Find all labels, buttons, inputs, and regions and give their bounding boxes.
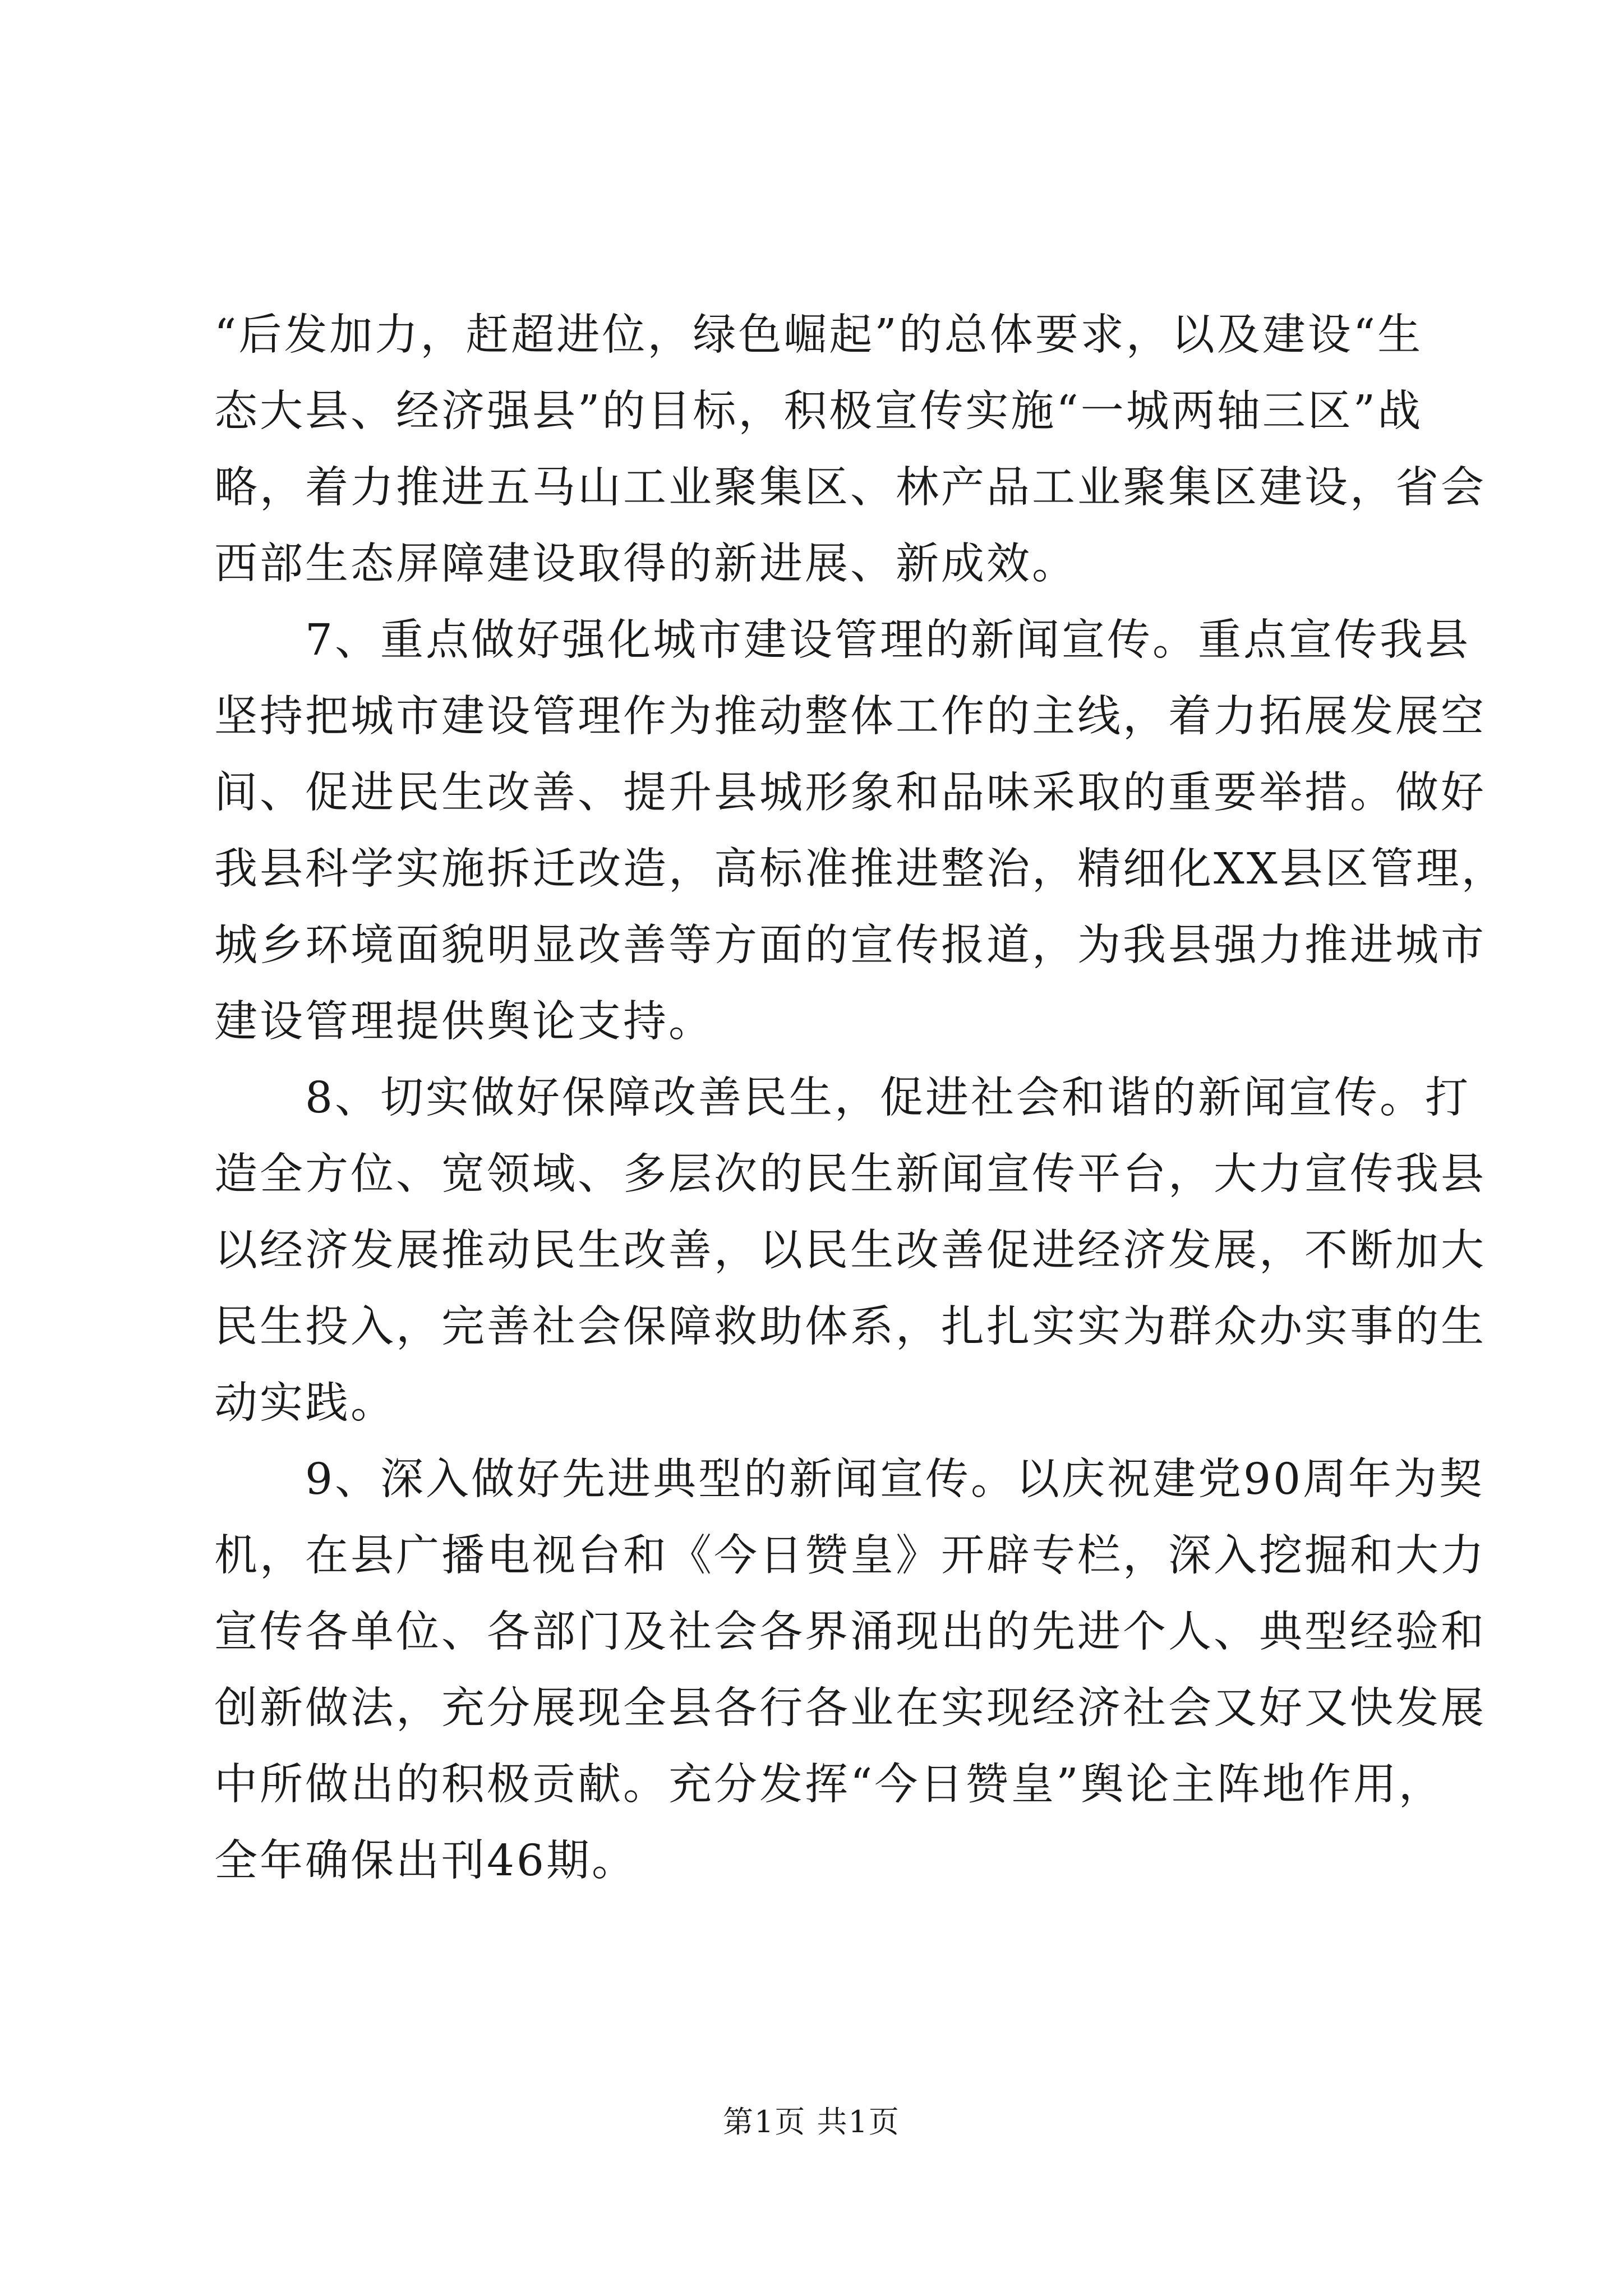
text-line: 态大县、经济强县”的目标，积极宣传实施“一城两轴三区”战 <box>214 386 1423 436</box>
text-line: “后发加力，赶超进位，绿色崛起”的总体要求，以及建设“生 <box>214 310 1423 360</box>
text-line: 以经济发展推动民生改善，以民生改善促进经济发展，不断加大 <box>214 1226 1486 1276</box>
page-footer <box>0 2098 1623 2141</box>
text-line: 7、重点做好强化城市建设管理的新闻宣传。重点宣传我县 <box>214 615 1470 665</box>
text-line: 建设管理提供舆论支持。 <box>214 997 714 1047</box>
text-line: 动实践。 <box>214 1378 396 1428</box>
document-body <box>214 297 1507 1899</box>
text-line: 西部生态屏障建设取得的新进展、新成效。 <box>214 539 1077 589</box>
text-line: 我县科学实施拆迁改造，高标准推进整治，精细化XX县区管理， <box>214 844 1507 894</box>
text-line: 中所做出的积极贡献。充分发挥“今日赞皇”舆论主阵地作用， <box>214 1760 1444 1810</box>
text-line: 间、促进民生改善、提升县城形象和品味采取的重要举措。做好 <box>214 768 1486 818</box>
text-line: 略，着力推进五马山工业聚集区、林产品工业聚集区建设，省会 <box>214 463 1486 513</box>
text-line: 全年确保出刊46期。 <box>214 1836 637 1886</box>
text-line: 造全方位、宽领域、多层次的民生新闻宣传平台，大力宣传我县 <box>214 1149 1486 1199</box>
text-line: 8、切实做好保障改善民生，促进社会和谐的新闻宣传。打 <box>214 1073 1470 1123</box>
text-line: 机，在县广播电视台和《今日赞皇》开辟专栏，深入挖掘和大力 <box>214 1531 1486 1581</box>
text-line: 城乡环境面貌明显改善等方面的宣传报道，为我县强力推进城市 <box>214 921 1486 970</box>
text-line: 民生投入，完善社会保障救助体系，扎扎实实为群众办实事的生 <box>214 1302 1486 1352</box>
text-line: 宣传各单位、各部门及社会各界涌现出的先进个人、典型经验和 <box>214 1607 1486 1657</box>
text-line: 9、深入做好先进典型的新闻宣传。以庆祝建党90周年为契 <box>214 1455 1484 1504</box>
page-number-label: 第1页 共1页 <box>723 2104 900 2139</box>
text-line: 创新做法，充分展现全县各行各业在实现经济社会又好又快发展 <box>214 1683 1486 1733</box>
text-line: 坚持把城市建设管理作为推动整体工作的主线，着力拓展发展空 <box>214 692 1486 742</box>
